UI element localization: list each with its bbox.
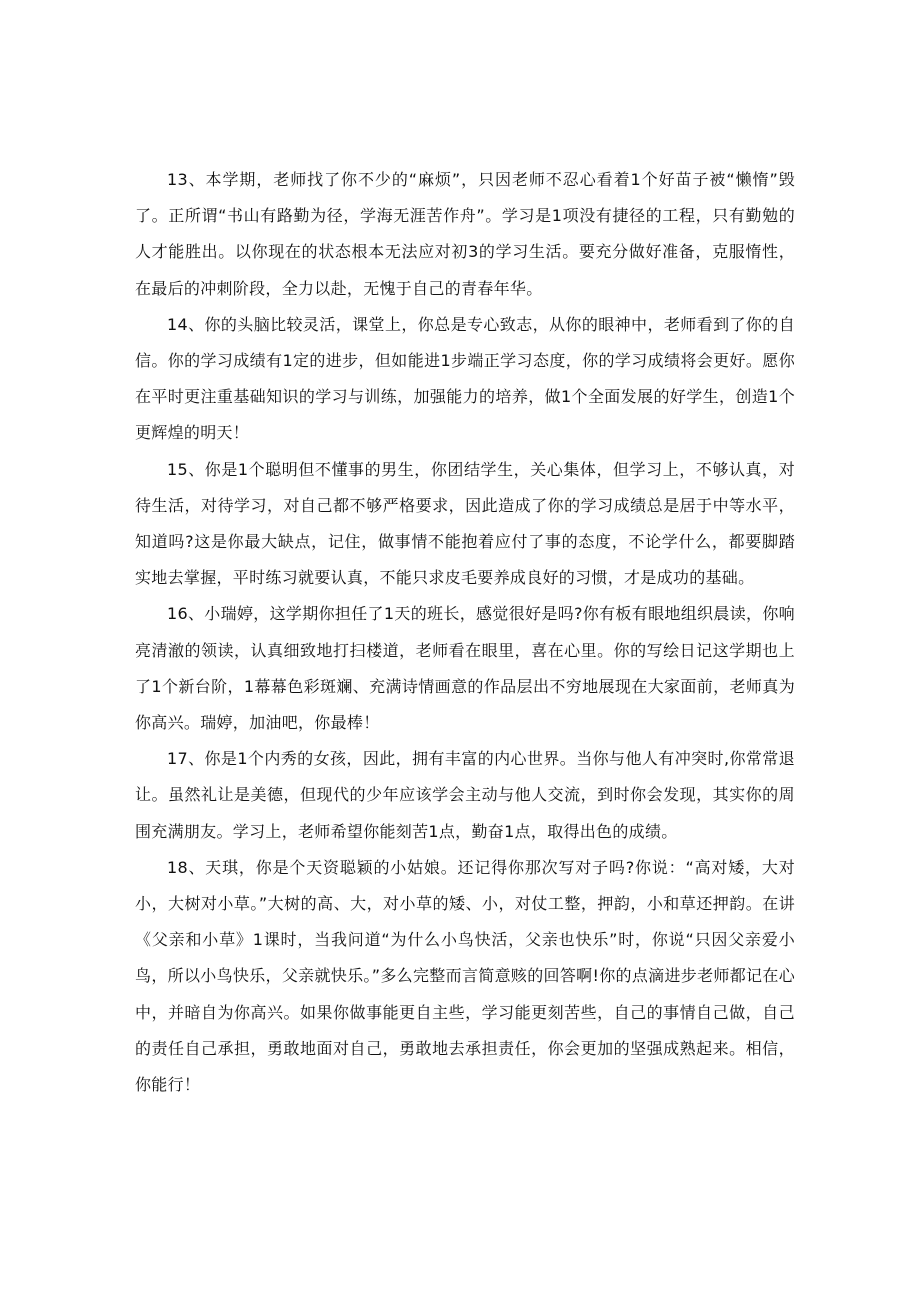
comment-paragraph-14: 14、你的头脑比较灵活，课堂上，你总是专心致志，从你的眼神中，老师看到了你的自信。你的学习成绩有1定的进步，但如能进1步端正学习态度，你的学习成绩将会更好。愿你在平时更注重基础知识的学习与训练，加强能力的培养，做1个全面发展的好学生，创造1个更辉煌的明天！ [135,314,795,443]
comment-paragraph-13: 13、本学期，老师找了你不少的“麻烦”，只因老师不忍心看着1个好苗子被“懒惰”毁了。正所谓“书山有路勤为径，学海无涯苦作舟”。学习是1项没有捷径的工程，只有勤勉的人才能胜出。以你现在的状态根本无法应对初3的学习生活。要充分做好准备，克服惰性，在最后的冲刺阶段，全力以赴，无愧于自己的青春年华。 [135,170,795,298]
comment-paragraph-17: 17、你是1个内秀的女孩，因此，拥有丰富的内心世界。当你与他人有冲突时,你常常退让。虽然礼让是美德，但现代的少年应该学会主动与他人交流，到时你会发现，其实你的周围充满朋友。学习上，老师希望你能刻苦1点，勤奋1点，取得出色的成绩。 [135,749,795,841]
document-body [135,162,795,1103]
comment-paragraph-18: 18、天琪，你是个天资聪颖的小姑娘。还记得你那次写对子吗?你说：“高对矮，大对小，大树对小草。”大树的高、大，对小草的矮、小，对仗工整，押韵，小和草还押韵。在讲《父亲和小草》1课时，当我问道“为什么小鸟快活，父亲也快乐”时，你说“只因父亲爱小鸟，所以小鸟快乐，父亲就快乐。”多么完整而言简意赅的回答啊!你的点滴进步老师都记在心中，并暗自为你高兴。如果你做事能更自主些，学习能更刻苦些，自己的事情自己做，自己的责任自己承担，勇敢地面对自己，勇敢地去承担责任，你会更加的坚强成熟起来。相信，你能行！ [135,857,795,1095]
comment-paragraph-16: 16、小瑞婷，这学期你担任了1天的班长，感觉很好是吗?你有板有眼地组织晨读，你响亮清澈的领读，认真细致地打扫楼道，老师看在眼里，喜在心里。你的写绘日记这学期也上了1个新台阶，1幕幕色彩斑斓、充满诗情画意的作品层出不穷地展现在大家面前，老师真为你高兴。瑞婷，加油吧，你最棒！ [135,604,795,733]
comment-paragraph-15: 15、你是1个聪明但不懂事的男生，你团结学生，关心集体，但学习上，不够认真，对待生活，对待学习，对自己都不够严格要求，因此造成了你的学习成绩总是居于中等水平，知道吗?这是你最大缺点，记住，做事情不能抱着应付了事的态度，不论学什么，都要脚踏实地去掌握，平时练习就要认真，不能只求皮毛要养成良好的习惯，才是成功的基础。 [135,459,795,588]
